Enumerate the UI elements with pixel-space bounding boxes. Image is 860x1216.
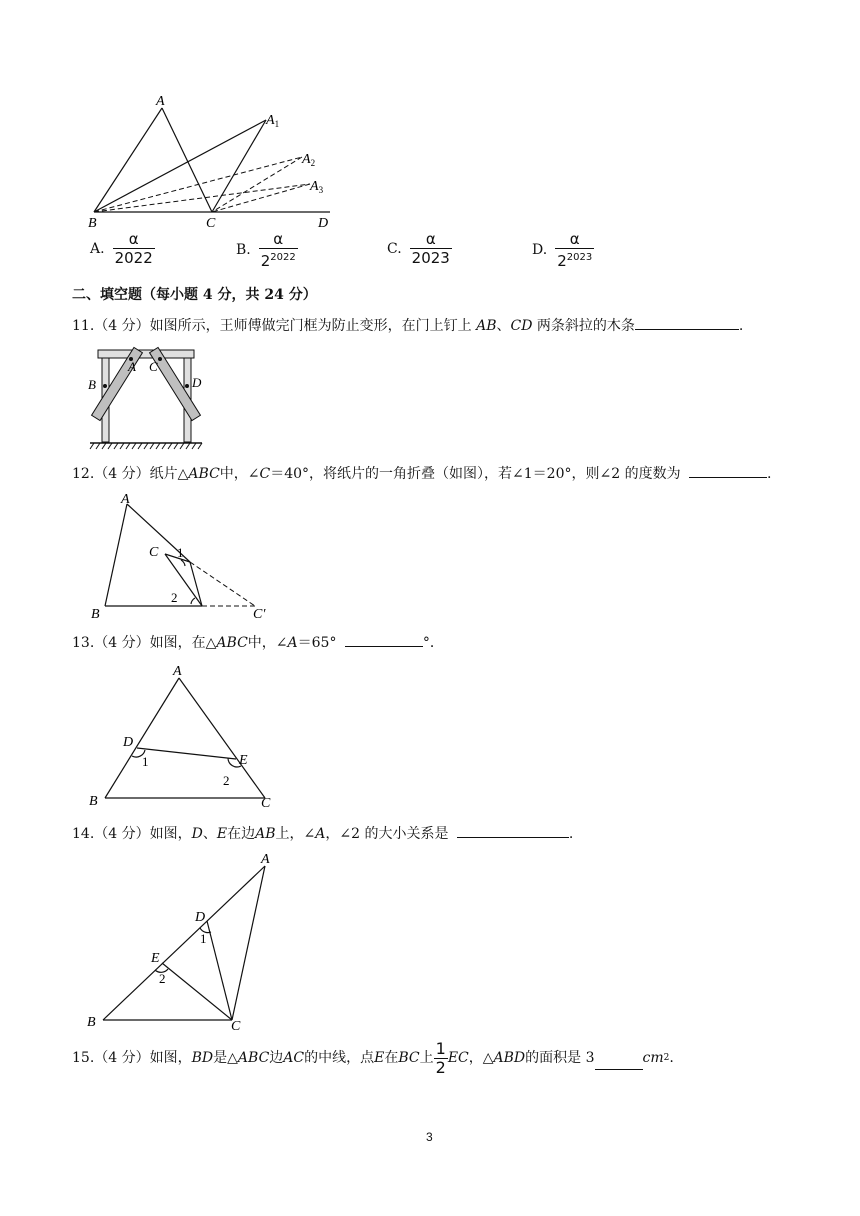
fig13-label-D: D: [123, 735, 134, 750]
q14-triangle-figure: [85, 848, 285, 1034]
answer-blank[interactable]: [635, 315, 739, 330]
question-15: 15. （4 分） 如图， BD 是△ ABC 边 AC 的中线，点 E 在 BC 上 $\frac{1}{2}$ EC ，△ ABD 的面积是 3 cm 2 .: [72, 1038, 674, 1077]
answer-blank[interactable]: [595, 1047, 643, 1070]
fig10-label-A3: $A_3$: [310, 179, 324, 195]
option-letter: B.: [236, 242, 251, 258]
q12-fold-figure: [85, 490, 285, 620]
question-14: 14.（4 分）如图，D、E在边AB上，∠A，∠2 的大小关系是 .: [72, 823, 573, 844]
fig12-label-B: B: [91, 607, 100, 620]
fig13-angle-1: 1: [142, 754, 149, 769]
fig13-angle-2: 2: [223, 773, 230, 788]
fig14-label-E: E: [151, 951, 160, 966]
page-number: 3: [426, 1130, 433, 1144]
option-fraction: $\frac{\alpha}{2^{2023}}$: [557, 230, 593, 270]
fraction-one-half: $\frac{1}{2}$: [435, 1038, 446, 1077]
question-13: 13.（4 分）如图，在△ABC中，∠A＝65° °．: [72, 632, 444, 653]
section-heading: 二、填空题（每小题 4 分，共 24 分）: [72, 287, 317, 303]
q10-figure: [80, 90, 340, 235]
fig13-label-E: E: [239, 753, 248, 768]
fig11-label-A: A: [128, 359, 136, 374]
fig13-label-B: B: [89, 794, 98, 809]
option-letter: A.: [90, 240, 105, 257]
fig13-label-C: C: [261, 796, 271, 810]
fig10-label-A: A: [156, 94, 165, 109]
answer-blank[interactable]: [345, 632, 423, 647]
fig10-label-D: D: [318, 216, 329, 231]
answer-blank[interactable]: [457, 823, 569, 838]
question-12: 12.（4 分）纸片△ABC中，∠C＝40°，将纸片的一角折叠（如图），若∠1＝20°，则∠2 的度数为 .: [72, 463, 772, 484]
fig10-label-A1: $A_1$: [266, 113, 280, 129]
q10-option-b: [236, 230, 298, 270]
fig12-label-Cprime: C′: [253, 607, 266, 620]
q10-option-d: [532, 230, 594, 270]
q13-triangle-figure: [85, 660, 285, 810]
fig10-label-A2: $A_2$: [302, 152, 316, 168]
option-fraction: $\frac{\alpha}{2^{2022}}$: [260, 230, 296, 270]
fig12-label-A: A: [121, 492, 130, 507]
option-fraction: $\frac{\alpha}{2023}$: [411, 230, 450, 267]
fig11-label-D: D: [192, 375, 202, 390]
fig12-label-C: C: [149, 545, 159, 560]
fig14-angle-2: 2: [159, 971, 166, 986]
fig14-label-C: C: [231, 1019, 241, 1034]
fig12-angle-2: 2: [171, 590, 178, 605]
answer-blank[interactable]: [689, 463, 767, 478]
q11-door-figure: [80, 342, 210, 450]
fig14-angle-1: 1: [200, 931, 207, 946]
option-fraction: $\frac{\alpha}{2022}$: [114, 230, 153, 267]
fig13-label-A: A: [173, 664, 182, 679]
fig12-angle-1: 1: [177, 545, 184, 560]
fig10-label-B: B: [88, 216, 97, 231]
q10-option-a: [90, 230, 155, 267]
q10-option-c: [387, 230, 452, 267]
fig10-label-C: C: [206, 216, 216, 231]
fig11-label-B: B: [88, 377, 96, 392]
fig14-label-A: A: [261, 852, 270, 867]
fig14-label-D: D: [195, 910, 206, 925]
option-letter: D.: [532, 242, 548, 258]
fig14-label-B: B: [87, 1015, 96, 1030]
fig11-label-C: C: [149, 359, 158, 374]
option-letter: C.: [387, 240, 402, 257]
question-11: 11.（4 分）如图所示，王师傅做完门框为防止变形，在门上钉上 AB、CD 两条斜拉的木条 .: [72, 315, 743, 336]
